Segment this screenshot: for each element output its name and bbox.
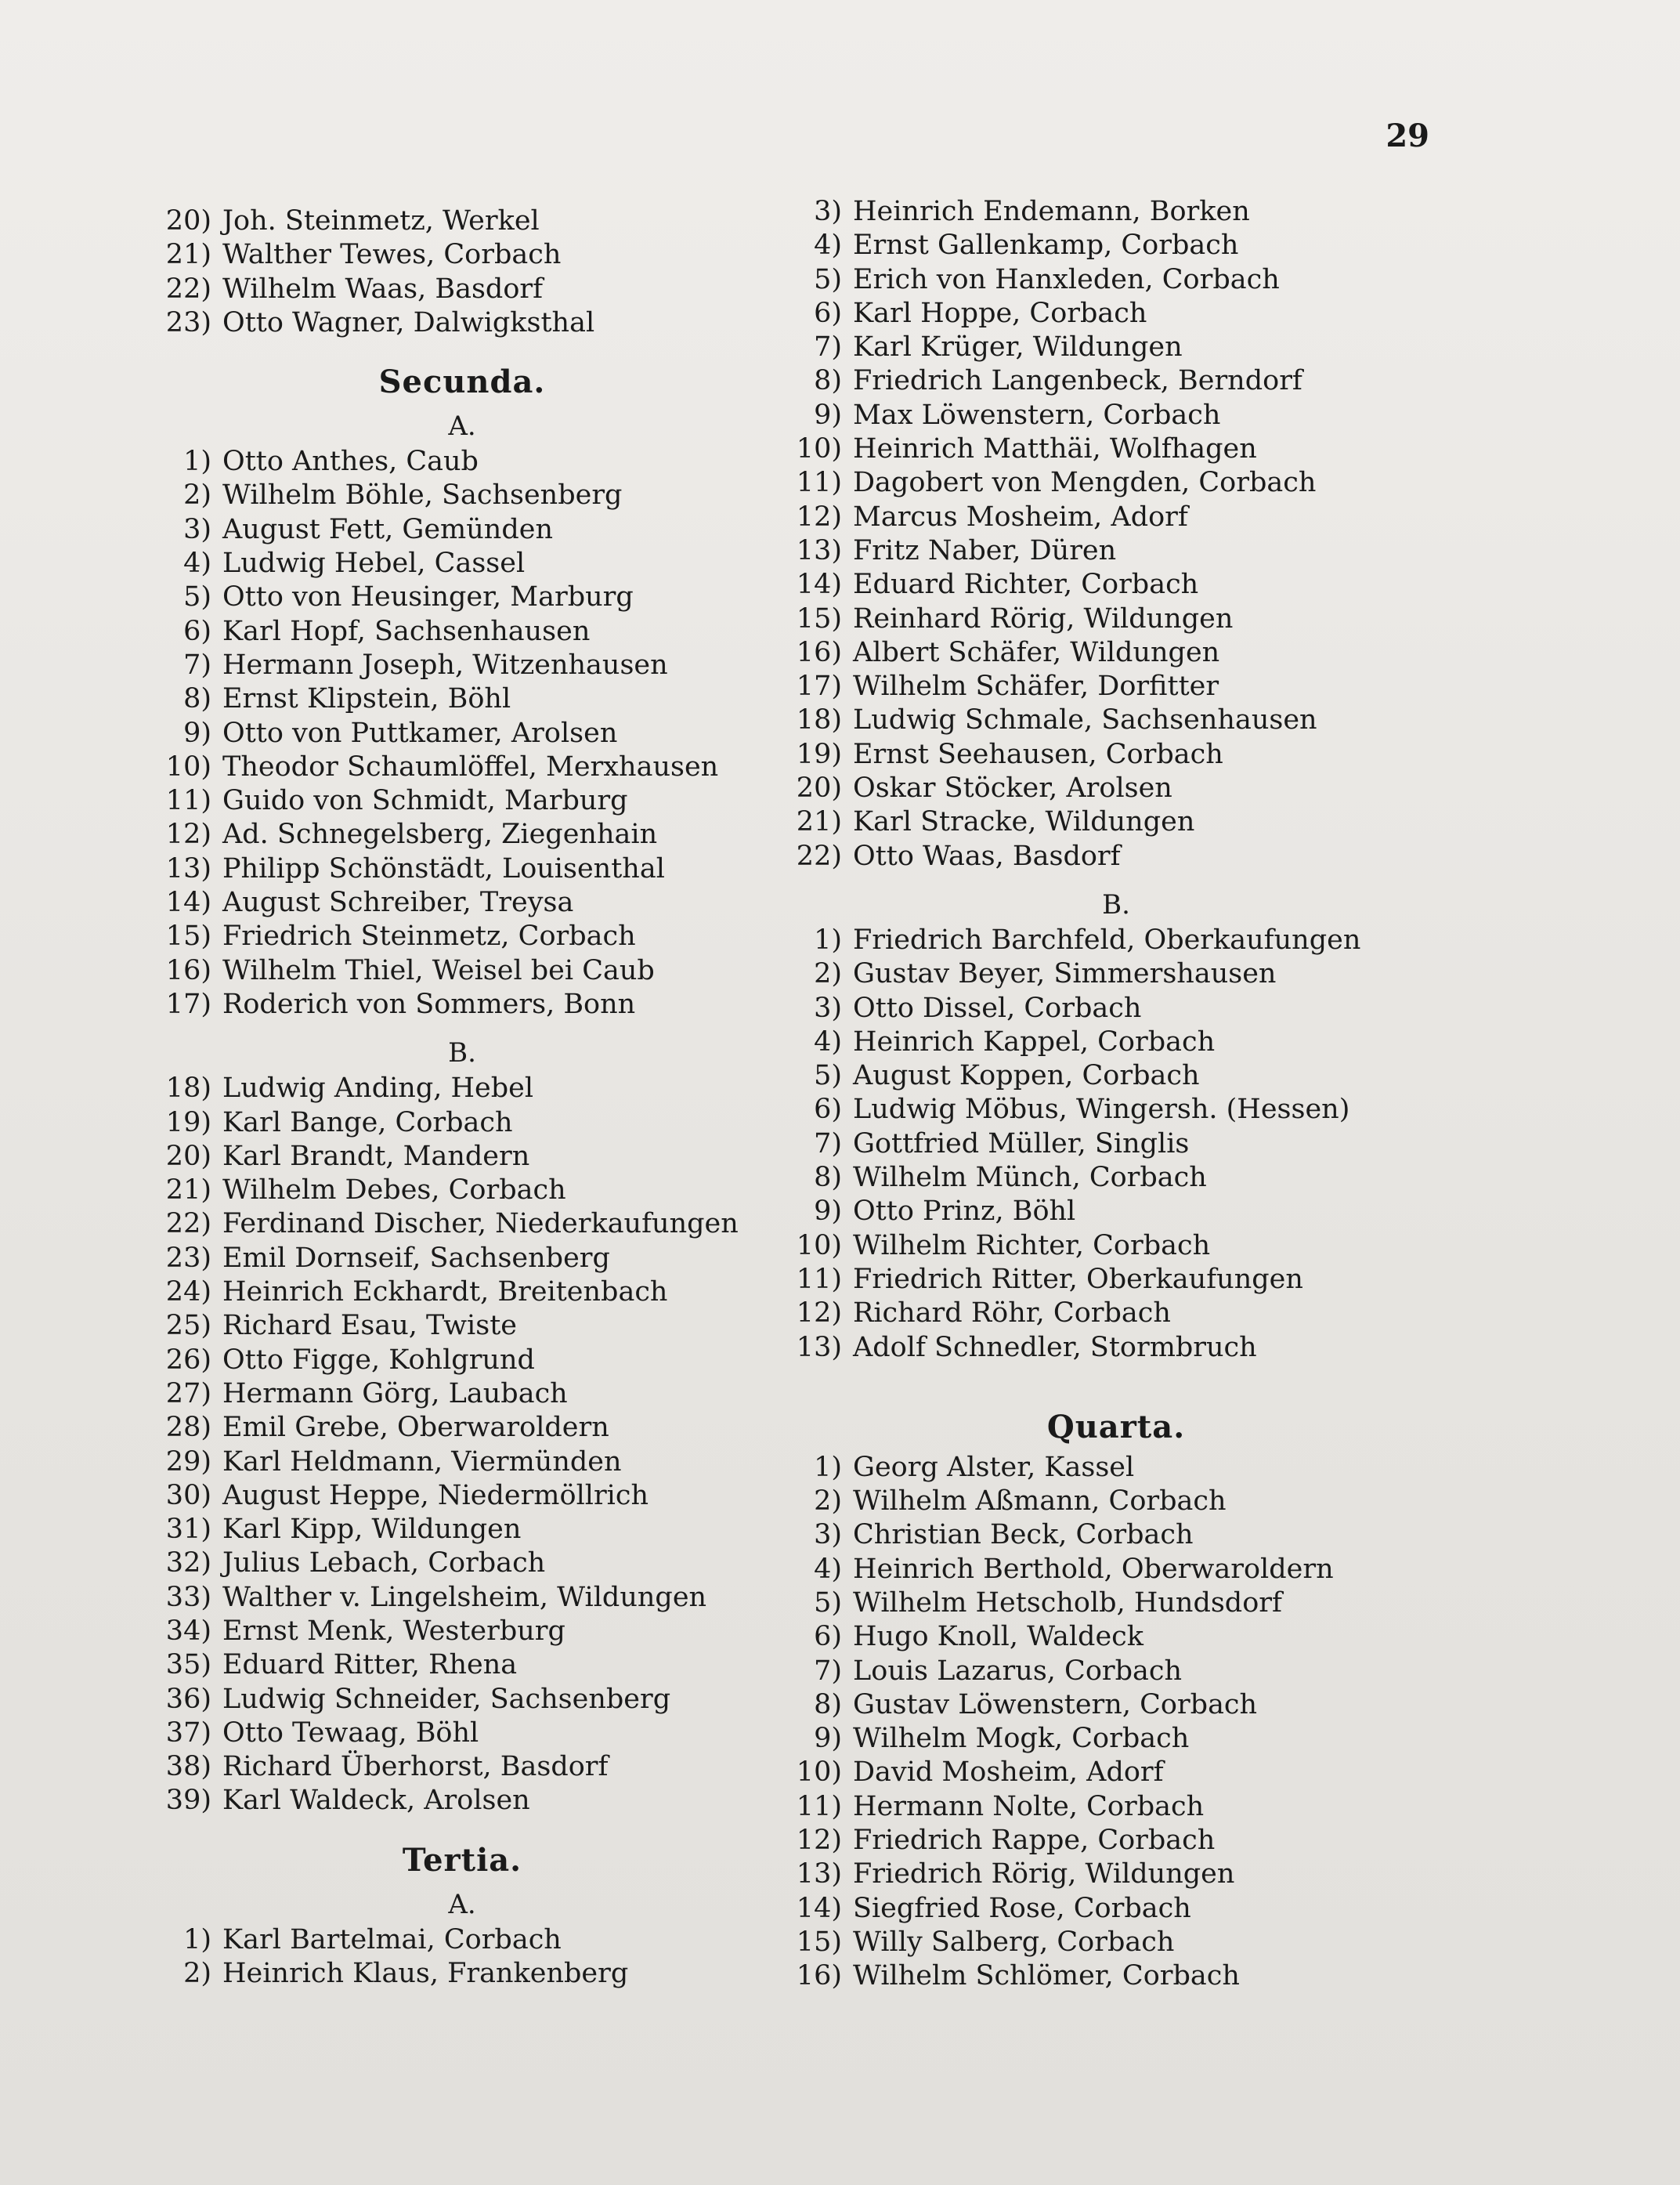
entry-number: 19) <box>165 1106 211 1138</box>
list-item <box>771 230 1461 263</box>
list-item <box>141 785 783 819</box>
entry-name: Wilhelm Schäfer, Dorfitter <box>853 671 1219 703</box>
list-item <box>771 1621 1461 1655</box>
entry-number: 28) <box>165 1412 211 1444</box>
entry-name: Adolf Schnedler, Stormbruch <box>853 1331 1257 1363</box>
entry-name: Eduard Ritter, Rhena <box>222 1649 518 1681</box>
list-item <box>141 616 783 649</box>
list-item <box>771 467 1461 501</box>
entry-name: Max Löwenstern, Corbach <box>853 399 1221 431</box>
right-column <box>771 196 1461 1995</box>
entry-name: Georg Alster, Kassel <box>853 1451 1135 1483</box>
entry-number: 7) <box>814 1655 842 1687</box>
list-item <box>141 718 783 751</box>
entry-number: 25) <box>165 1310 211 1342</box>
entry-number: 5) <box>814 263 842 295</box>
list-item <box>141 1174 783 1208</box>
entry-name: Walther Tewes, Corbach <box>222 239 562 271</box>
entry-number: 21) <box>796 806 842 838</box>
list-item <box>771 924 1461 958</box>
entry-number: 36) <box>165 1683 211 1715</box>
entry-name: Friedrich Barchfeld, Oberkaufungen <box>853 924 1361 956</box>
entry-number: 35) <box>165 1649 211 1681</box>
list-item <box>771 603 1461 637</box>
entry-number: 9) <box>814 1196 842 1228</box>
entry-name: Eduard Richter, Corbach <box>853 569 1199 601</box>
entry-number: 9) <box>814 399 842 431</box>
list-item <box>141 1785 783 1818</box>
entry-name: Karl Kipp, Wildungen <box>222 1514 522 1546</box>
entry-name: Friedrich Langenbeck, Berndorf <box>853 365 1302 397</box>
entry-name: Wilhelm Schlömer, Corbach <box>853 1960 1240 1992</box>
entry-number: 20) <box>165 1140 211 1172</box>
entry-number: 4) <box>814 1553 842 1585</box>
list-item <box>771 704 1461 738</box>
entry-name: Heinrich Berthold, Oberwaroldern <box>853 1553 1334 1585</box>
list-item <box>141 1958 783 1991</box>
entry-name: Karl Hopf, Sachsenhausen <box>222 615 591 647</box>
list-item <box>771 1196 1461 1229</box>
secunda-b-list <box>141 1073 783 1819</box>
list-item <box>141 548 783 581</box>
entry-name: Otto Anthes, Caub <box>222 446 479 478</box>
list-item <box>141 1243 783 1276</box>
list-item <box>141 853 783 887</box>
list-item <box>771 1893 1461 1926</box>
entry-number: 11) <box>165 785 211 817</box>
entry-number: 12) <box>165 819 211 851</box>
list-item <box>141 1649 783 1683</box>
entry-name: Roderich von Sommers, Bonn <box>222 988 636 1020</box>
entry-number: 29) <box>165 1445 211 1478</box>
entry-name: Hermann Joseph, Witzenhausen <box>222 649 668 681</box>
entry-number: 27) <box>165 1377 211 1409</box>
entry-name: Otto Prinz, Böhl <box>853 1196 1076 1228</box>
entry-number: 1) <box>814 924 842 956</box>
list-item <box>771 1128 1461 1162</box>
tertia-a-list <box>141 1924 783 1992</box>
entry-number: 21) <box>165 239 211 271</box>
list-item <box>141 1514 783 1547</box>
list-item <box>141 887 783 921</box>
list-item <box>141 581 783 615</box>
section-heading-secunda: Secunda. <box>378 364 546 401</box>
list-item <box>141 1310 783 1344</box>
entry-name: Otto von Heusinger, Marburg <box>222 581 634 613</box>
tertia-a-continued-list <box>771 196 1461 874</box>
entry-number: 32) <box>165 1547 211 1579</box>
entry-name: Reinhard Rörig, Wildungen <box>853 602 1234 635</box>
list-item <box>771 671 1461 704</box>
list-item <box>771 535 1461 569</box>
entry-number: 9) <box>814 1723 842 1755</box>
entry-number: 2) <box>183 1958 211 1990</box>
list-item <box>771 1026 1461 1060</box>
entry-name: Wilhelm Debes, Corbach <box>222 1174 566 1206</box>
entry-name: August Koppen, Corbach <box>853 1060 1200 1092</box>
entry-name: Heinrich Kappel, Corbach <box>853 1026 1216 1058</box>
entry-number: 12) <box>796 1825 842 1857</box>
list-item <box>771 1689 1461 1723</box>
left-column <box>141 205 783 1991</box>
entry-number: 12) <box>796 1297 842 1329</box>
entry-number: 4) <box>814 230 842 262</box>
entry-number: 21) <box>165 1174 211 1206</box>
entry-name: Emil Grebe, Oberwaroldern <box>222 1412 609 1444</box>
entry-name: Gustav Löwenstern, Corbach <box>853 1688 1258 1720</box>
list-item <box>771 1791 1461 1825</box>
list-item <box>141 1378 783 1412</box>
entry-number: 34) <box>165 1615 211 1647</box>
entry-number: 3) <box>814 992 842 1024</box>
entry-number: 17) <box>165 988 211 1020</box>
entry-name: Julius Lebach, Corbach <box>222 1547 546 1579</box>
section-heading-tertia: Tertia. <box>402 1841 522 1879</box>
entry-name: Emil Dornseif, Sachsenberg <box>222 1242 610 1274</box>
list-item <box>771 569 1461 602</box>
entry-number: 15) <box>165 921 211 953</box>
entry-number: 3) <box>814 196 842 227</box>
list-item <box>771 637 1461 671</box>
entry-name: Ludwig Möbus, Wingersh. (Hessen) <box>853 1094 1350 1126</box>
entry-name: Friedrich Ritter, Oberkaufungen <box>853 1263 1303 1295</box>
list-item <box>141 989 783 1022</box>
entry-name: Ludwig Schneider, Sachsenberg <box>222 1683 671 1715</box>
entry-number: 23) <box>165 1242 211 1274</box>
entry-number: 12) <box>796 501 842 533</box>
entry-number: 7) <box>814 1127 842 1159</box>
entry-number: 6) <box>814 1094 842 1126</box>
tertia-b-list <box>771 924 1461 1366</box>
list-item <box>771 196 1461 230</box>
list-item <box>141 273 783 307</box>
list-item <box>141 921 783 954</box>
list-item <box>771 331 1461 365</box>
list-item <box>771 806 1461 840</box>
list-item <box>141 1717 783 1751</box>
quarta-list <box>771 1452 1461 1995</box>
list-item <box>141 649 783 683</box>
entry-number: 6) <box>183 615 211 647</box>
entry-name: Willy Salberg, Corbach <box>853 1926 1175 1958</box>
list-item <box>141 1107 783 1141</box>
list-item <box>771 1452 1461 1485</box>
list-item <box>771 1230 1461 1264</box>
list-item <box>141 446 783 479</box>
list-item <box>141 1141 783 1174</box>
subheading-tertia-a: A. <box>448 1888 476 1920</box>
list-item <box>771 1094 1461 1127</box>
entry-name: Karl Stracke, Wildungen <box>853 806 1195 838</box>
subheading-tertia-b: B. <box>1102 888 1130 921</box>
entry-number: 22) <box>165 1208 211 1240</box>
entry-number: 7) <box>183 649 211 681</box>
entry-name: Gottfried Müller, Singlis <box>853 1127 1190 1159</box>
list-item <box>771 1162 1461 1196</box>
entry-number: 9) <box>183 717 211 749</box>
list-item <box>141 1446 783 1480</box>
entry-number: 15) <box>796 602 842 635</box>
entry-name: Wilhelm Münch, Corbach <box>853 1162 1207 1194</box>
secunda-a-list <box>141 446 783 1022</box>
entry-number: 19) <box>796 738 842 770</box>
entry-number: 14) <box>165 887 211 919</box>
entry-number: 13) <box>796 534 842 566</box>
entry-number: 37) <box>165 1717 211 1749</box>
entry-name: Richard Überhorst, Basdorf <box>222 1751 609 1783</box>
list-item <box>771 1297 1461 1331</box>
section-heading-quarta: Quarta. <box>1046 1408 1186 1445</box>
entry-number: 5) <box>814 1060 842 1092</box>
entry-name: Heinrich Klaus, Frankenberg <box>222 1958 629 1990</box>
entry-number: 24) <box>165 1276 211 1308</box>
entry-number: 10) <box>165 751 211 783</box>
list-item <box>141 1582 783 1615</box>
entry-name: Albert Schäfer, Wildungen <box>853 636 1220 668</box>
list-item <box>771 400 1461 433</box>
entry-name: David Mosheim, Adorf <box>853 1756 1164 1789</box>
entry-name: Heinrich Matthäi, Wolfhagen <box>853 433 1257 465</box>
entry-number: 4) <box>183 548 211 580</box>
entry-name: Ernst Gallenkamp, Corbach <box>853 230 1239 262</box>
entry-number: 14) <box>796 1892 842 1924</box>
entry-number: 16) <box>796 1960 842 1992</box>
entry-name: Karl Waldeck, Arolsen <box>222 1785 530 1817</box>
list-item <box>141 479 783 513</box>
entry-number: 38) <box>165 1751 211 1783</box>
entry-name: Siegfried Rose, Corbach <box>853 1892 1191 1924</box>
page-number: 29 <box>1386 118 1429 154</box>
entry-number: 5) <box>183 581 211 613</box>
entry-number: 10) <box>796 1756 842 1789</box>
entry-name: Ernst Menk, Westerburg <box>222 1615 565 1647</box>
list-item <box>141 1547 783 1581</box>
entry-number: 3) <box>183 513 211 545</box>
entry-name: Otto Figge, Kohlgrund <box>222 1344 535 1376</box>
list-item <box>141 1684 783 1717</box>
list-item <box>141 1924 783 1958</box>
list-item <box>141 205 783 239</box>
entry-name: Karl Heldmann, Viermünden <box>222 1445 622 1478</box>
subheading-secunda-a: A. <box>448 411 476 443</box>
entry-name: Heinrich Endemann, Borken <box>853 196 1250 227</box>
list-item <box>771 501 1461 535</box>
entry-name: Karl Brandt, Mandern <box>222 1140 530 1172</box>
entry-name: Wilhelm Mogk, Corbach <box>853 1723 1190 1755</box>
list-item <box>141 514 783 548</box>
subheading-secunda-b: B. <box>448 1037 476 1069</box>
entry-number: 18) <box>165 1073 211 1105</box>
entry-number: 13) <box>796 1331 842 1363</box>
list-item <box>771 772 1461 806</box>
entry-number: 2) <box>183 479 211 512</box>
entry-name: Otto Wagner, Dalwigksthal <box>222 306 595 338</box>
entry-name: Philipp Schönstädt, Louisenthal <box>222 852 665 884</box>
entry-name: Ludwig Hebel, Cassel <box>222 548 526 580</box>
entry-number: 16) <box>165 954 211 986</box>
entry-number: 30) <box>165 1479 211 1511</box>
entry-number: 17) <box>796 671 842 703</box>
entry-name: Otto Dissel, Corbach <box>853 992 1142 1024</box>
list-item <box>771 1264 1461 1297</box>
list-item <box>771 1587 1461 1621</box>
list-item <box>771 958 1461 992</box>
entry-name: Karl Krüger, Wildungen <box>853 331 1183 364</box>
list-item <box>771 1858 1461 1892</box>
list-item <box>141 1480 783 1514</box>
entry-name: Hermann Görg, Laubach <box>222 1377 568 1409</box>
list-item <box>771 1960 1461 1994</box>
list-item <box>771 1519 1461 1553</box>
entry-number: 3) <box>814 1519 842 1551</box>
entry-name: Karl Bartelmai, Corbach <box>222 1923 562 1955</box>
list-item <box>771 1723 1461 1756</box>
entry-number: 2) <box>814 1485 842 1518</box>
list-item <box>771 841 1461 874</box>
entry-name: Hermann Nolte, Corbach <box>853 1790 1205 1822</box>
list-item <box>771 264 1461 298</box>
entry-name: Walther v. Lingelsheim, Wildungen <box>222 1581 707 1613</box>
entry-name: August Schreiber, Treysa <box>222 887 574 919</box>
entry-number: 5) <box>814 1586 842 1619</box>
entry-number: 31) <box>165 1514 211 1546</box>
entry-number: 1) <box>814 1451 842 1483</box>
entry-number: 6) <box>814 1621 842 1653</box>
entry-name: Marcus Mosheim, Adorf <box>853 501 1188 533</box>
list-item <box>141 307 783 341</box>
entry-name: Gustav Beyer, Simmershausen <box>853 958 1277 990</box>
list-item <box>771 365 1461 399</box>
list-item <box>141 1412 783 1445</box>
entry-name: Wilhelm Böhle, Sachsenberg <box>222 479 623 512</box>
entry-name: Wilhelm Waas, Basdorf <box>222 273 544 305</box>
entry-name: Heinrich Eckhardt, Breitenbach <box>222 1276 668 1308</box>
list-item <box>141 751 783 785</box>
list-item <box>771 1554 1461 1587</box>
entry-name: Ernst Klipstein, Böhl <box>222 683 511 715</box>
entry-name: Joh. Steinmetz, Werkel <box>222 205 540 237</box>
entry-name: Hugo Knoll, Waldeck <box>853 1621 1143 1653</box>
list-item <box>771 1332 1461 1366</box>
list-item <box>771 739 1461 772</box>
list-item <box>141 239 783 273</box>
entry-name: Oskar Stöcker, Arolsen <box>853 772 1172 805</box>
entry-number: 13) <box>165 852 211 884</box>
entry-number: 22) <box>165 273 211 305</box>
list-item <box>141 1276 783 1310</box>
entry-name: Otto von Puttkamer, Arolsen <box>222 717 618 749</box>
entry-name: Fritz Naber, Düren <box>853 534 1117 566</box>
entry-number: 2) <box>814 958 842 990</box>
entry-number: 15) <box>796 1926 842 1958</box>
entry-name: Ferdinand Discher, Niederkaufungen <box>222 1208 739 1240</box>
entry-name: Otto Waas, Basdorf <box>853 840 1121 872</box>
entry-number: 1) <box>183 446 211 478</box>
entry-name: Louis Lazarus, Corbach <box>853 1655 1183 1687</box>
entry-number: 11) <box>796 1263 842 1295</box>
list-item <box>771 993 1461 1026</box>
entry-number: 4) <box>814 1026 842 1058</box>
entry-name: Wilhelm Aßmann, Corbach <box>853 1485 1227 1518</box>
list-item <box>141 1344 783 1378</box>
entry-number: 8) <box>814 1688 842 1720</box>
entry-number: 33) <box>165 1581 211 1613</box>
entry-number: 20) <box>796 772 842 805</box>
entry-name: Friedrich Rörig, Wildungen <box>853 1858 1235 1890</box>
list-item <box>771 1655 1461 1689</box>
entry-name: Dagobert von Mengden, Corbach <box>853 467 1317 499</box>
entry-name: Ad. Schnegelsberg, Ziegenhain <box>222 819 658 851</box>
list-item <box>771 1060 1461 1094</box>
entry-name: Christian Beck, Corbach <box>853 1519 1194 1551</box>
entry-number: 7) <box>814 331 842 364</box>
entry-name: August Heppe, Niedermöllrich <box>222 1479 649 1511</box>
entry-name: Richard Esau, Twiste <box>222 1310 517 1342</box>
list-item <box>771 1756 1461 1790</box>
entry-name: Wilhelm Richter, Corbach <box>853 1229 1211 1261</box>
entry-name: Richard Röhr, Corbach <box>853 1297 1171 1329</box>
entry-number: 13) <box>796 1858 842 1890</box>
entry-number: 10) <box>796 433 842 465</box>
entry-name: Wilhelm Hetscholb, Hundsdorf <box>853 1586 1282 1619</box>
left-top-list <box>141 205 783 341</box>
entry-name: Theodor Schaumlöffel, Merxhausen <box>222 751 719 783</box>
list-item <box>141 683 783 717</box>
list-item <box>141 1751 783 1785</box>
list-item <box>771 433 1461 467</box>
entry-number: 39) <box>165 1785 211 1817</box>
entry-name: Friedrich Steinmetz, Corbach <box>222 921 636 953</box>
entry-name: Wilhelm Thiel, Weisel bei Caub <box>222 954 655 986</box>
entry-name: Karl Hoppe, Corbach <box>853 297 1147 329</box>
list-item <box>141 955 783 989</box>
entry-number: 10) <box>796 1229 842 1261</box>
entry-name: Otto Tewaag, Böhl <box>222 1717 479 1749</box>
entry-name: August Fett, Gemünden <box>222 513 553 545</box>
entry-number: 11) <box>796 1790 842 1822</box>
list-item <box>771 1825 1461 1858</box>
entry-name: Erich von Hanxleden, Corbach <box>853 263 1280 295</box>
entry-number: 8) <box>814 1162 842 1194</box>
list-item <box>771 1926 1461 1960</box>
entry-name: Ernst Seehausen, Corbach <box>853 738 1223 770</box>
entry-number: 18) <box>796 704 842 736</box>
entry-number: 22) <box>796 840 842 872</box>
list-item <box>771 1485 1461 1519</box>
entry-number: 1) <box>183 1923 211 1955</box>
entry-number: 26) <box>165 1344 211 1376</box>
list-item <box>141 1073 783 1106</box>
entry-name: Ludwig Anding, Hebel <box>222 1073 534 1105</box>
entry-name: Karl Bange, Corbach <box>222 1106 513 1138</box>
entry-number: 6) <box>814 297 842 329</box>
list-item <box>141 819 783 852</box>
entry-number: 16) <box>796 636 842 668</box>
entry-number: 23) <box>165 306 211 338</box>
entry-number: 14) <box>796 569 842 601</box>
entry-name: Friedrich Rappe, Corbach <box>853 1825 1216 1857</box>
entry-number: 11) <box>796 467 842 499</box>
list-item <box>141 1208 783 1242</box>
entry-number: 8) <box>183 683 211 715</box>
list-item <box>141 1615 783 1649</box>
entry-number: 8) <box>814 365 842 397</box>
entry-name: Guido von Schmidt, Marburg <box>222 785 628 817</box>
list-item <box>771 298 1461 331</box>
entry-name: Ludwig Schmale, Sachsenhausen <box>853 704 1317 736</box>
entry-number: 20) <box>165 205 211 237</box>
